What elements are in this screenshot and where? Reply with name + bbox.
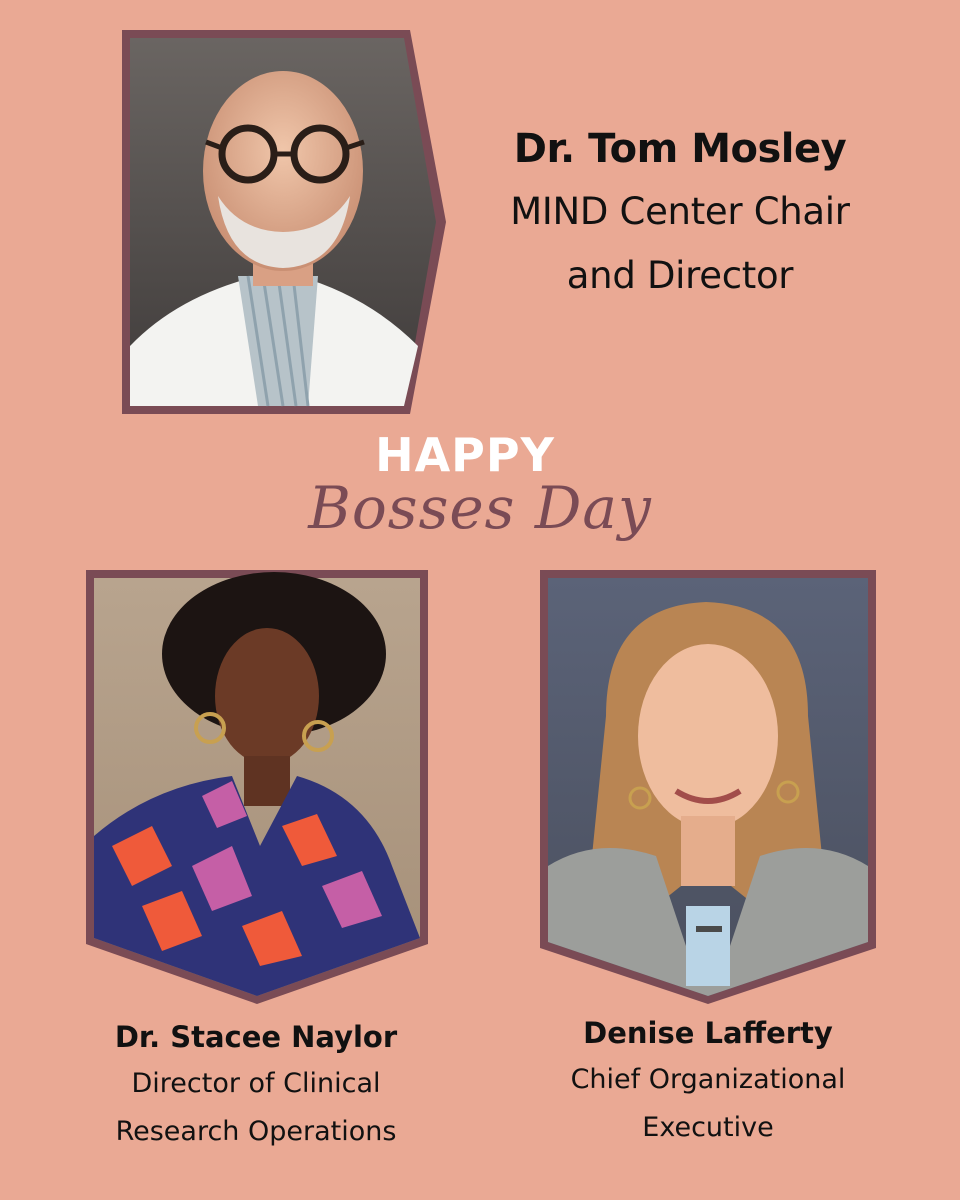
- boss-title-line: Director of Clinical: [131, 1068, 381, 1099]
- boss-caption-stacee-naylor: [86, 1014, 426, 1156]
- headline-bosses-day: Bosses Day: [308, 474, 652, 542]
- portrait-frame-denise-lafferty: [536, 566, 880, 1008]
- portrait-frame-tom-mosley: [118, 26, 452, 418]
- headline-happy: HAPPY: [375, 428, 555, 482]
- boss-caption-tom-mosley: [470, 118, 890, 308]
- boss-title-line: MIND Center Chair: [510, 190, 850, 233]
- boss-title-line: Research Operations: [115, 1116, 397, 1147]
- boss-name: Denise Lafferty: [583, 1016, 833, 1050]
- boss-name: Dr. Tom Mosley: [513, 126, 847, 172]
- boss-title-line: and Director: [566, 254, 794, 297]
- boss-name: Dr. Stacee Naylor: [114, 1020, 398, 1054]
- boss-title-line: Executive: [642, 1112, 774, 1143]
- portrait-frame-stacee-naylor: [82, 566, 432, 1008]
- boss-caption-denise-lafferty: [536, 1010, 880, 1152]
- boss-title-line: Chief Organizational: [570, 1064, 846, 1095]
